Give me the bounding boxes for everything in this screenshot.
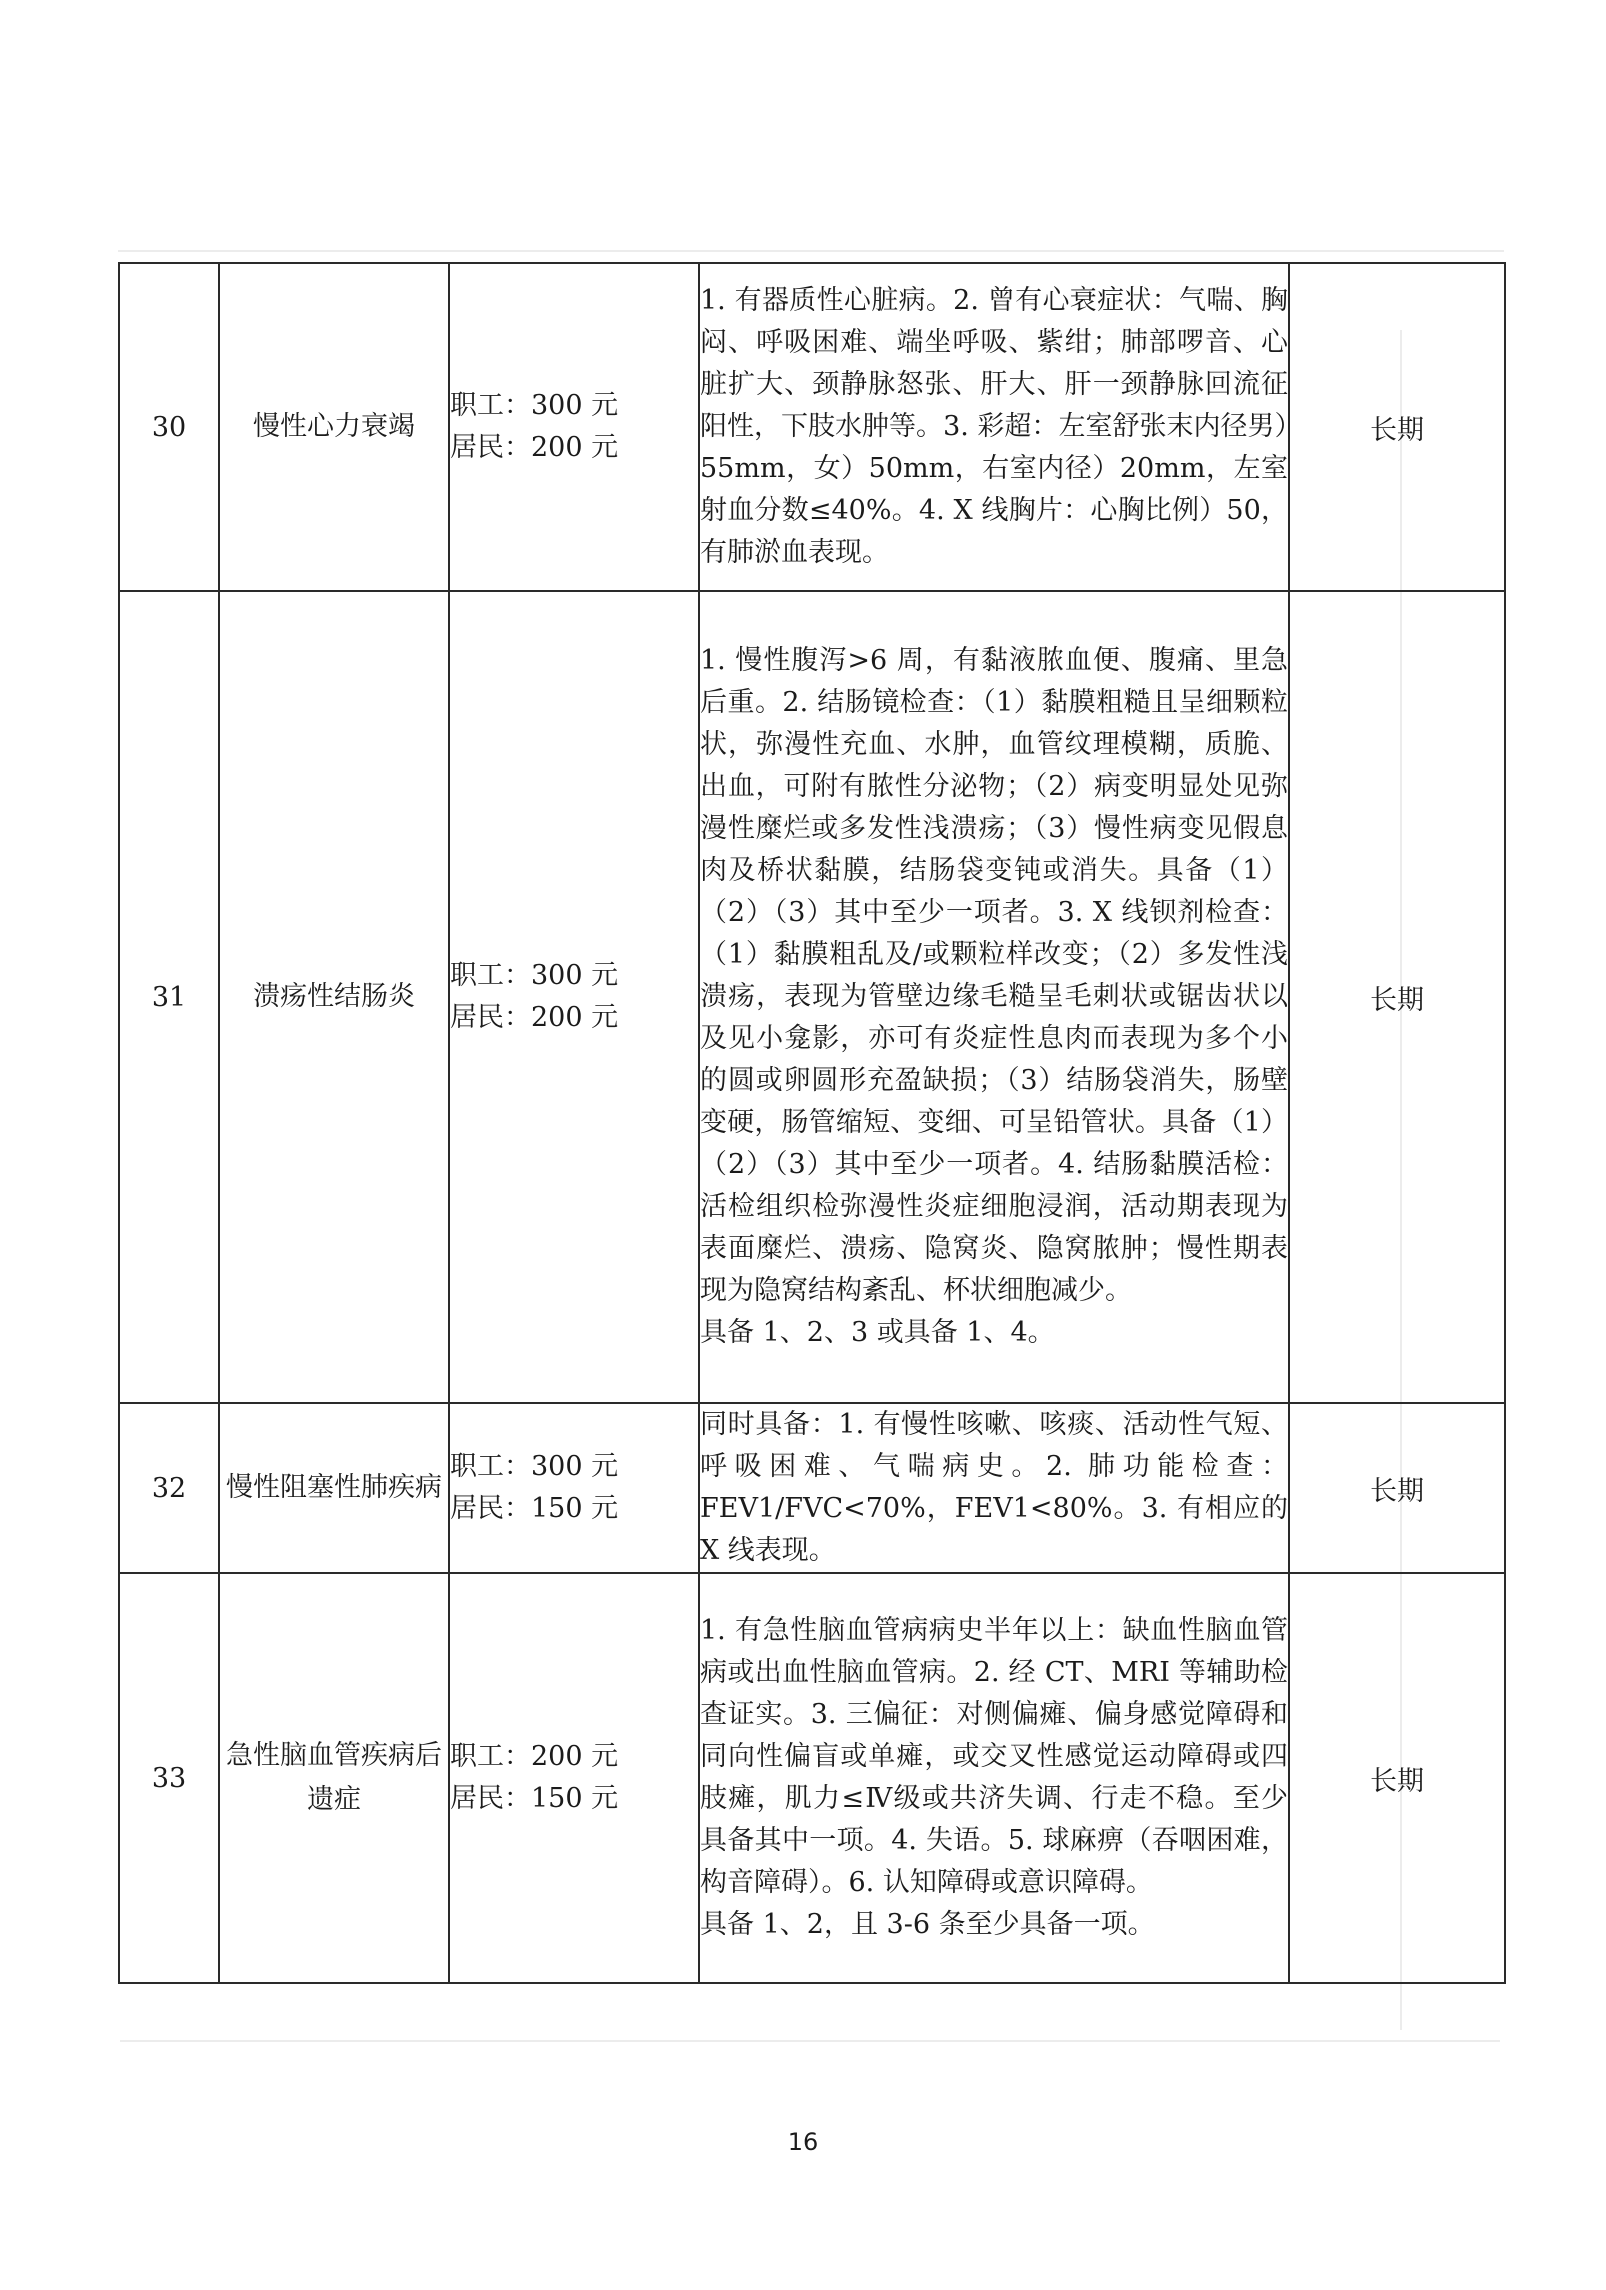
validity-period: 长期 xyxy=(1289,263,1505,591)
validity-period: 长期 xyxy=(1289,1403,1505,1573)
resident-limit: 居民：200 元 xyxy=(450,1002,619,1033)
payment-limit xyxy=(449,591,699,1403)
payment-limit xyxy=(449,1403,699,1573)
disease-name: 慢性阻塞性肺疾病 xyxy=(219,1403,449,1573)
diagnostic-criteria xyxy=(699,263,1289,591)
payment-limit xyxy=(449,263,699,591)
validity-period: 长期 xyxy=(1289,1573,1505,1983)
diagnostic-criteria xyxy=(699,591,1289,1403)
page-number: 16 xyxy=(787,2128,819,2156)
criteria-text: 同时具备：1. 有慢性咳嗽、咳痰、活动性气短、呼吸困难、气喘病史。2. 肺功能检查：FEV1/FVC<70%，FEV1<80%。3. 有相应的 X 线表现。 xyxy=(700,1409,1288,1566)
row-number: 31 xyxy=(119,591,219,1403)
table-row xyxy=(119,591,1505,1403)
criteria-summary: 具备 1、2，且 3-6 条至少具备一项。 xyxy=(700,1909,1155,1940)
disease-name: 慢性心力衰竭 xyxy=(219,263,449,591)
row-number: 33 xyxy=(119,1573,219,1983)
staff-limit: 职工：300 元 xyxy=(450,390,619,421)
row-number: 30 xyxy=(119,263,219,591)
disease-name: 急性脑血管疾病后遗症 xyxy=(219,1573,449,1983)
diagnostic-criteria xyxy=(699,1573,1289,1983)
resident-limit: 居民：150 元 xyxy=(450,1493,619,1524)
row-number: 32 xyxy=(119,1403,219,1573)
criteria-text: 1. 有器质性心脏病。2. 曾有心衰症状：气喘、胸闷、呼吸困难、端坐呼吸、紫绀；肺部啰音、心脏扩大、颈静脉怒张、肝大、肝一颈静脉回流征阳性，下肢水肿等。3. 彩超：左室舒张末内径男）55mm，女）50mm，右室内径）20mm，左室射血分数≤40%。4. X 线胸片：心胸比例）50，有肺淤血表现。 xyxy=(700,285,1288,568)
payment-limit xyxy=(449,1573,699,1983)
table-row xyxy=(119,263,1505,591)
chronic-disease-table xyxy=(118,262,1506,1984)
criteria-summary: 具备 1、2、3 或具备 1、4。 xyxy=(700,1317,1055,1348)
staff-limit: 职工：300 元 xyxy=(450,1451,619,1482)
criteria-text: 1. 慢性腹泻>6 周，有黏液脓血便、腹痛、里急后重。2. 结肠镜检查：（1）黏膜粗糙且呈细颗粒状，弥漫性充血、水肿，血管纹理模糊，质脆、出血，可附有脓性分泌物；（2）病变明显处见弥漫性糜烂或多发性浅溃疡；（3）慢性病变见假息肉及桥状黏膜，结肠袋变钝或消失。具备（1）（2）（3）其中至少一项者。3. X 线钡剂检查：（1）黏膜粗乱及/或颗粒样改变；（2）多发性浅溃疡，表现为管壁边缘毛糙呈毛刺状或锯齿状以及见小龛影，亦可有炎症性息肉而表现为多个小的圆或卵圆形充盈缺损；（3）结肠袋消失，肠壁变硬，肠管缩短、变细、可呈铅管状。具备（1）（2）（3）其中至少一项者。4. 结肠黏膜活检：活检组织检弥漫性炎症细胞浸润，活动期表现为表面糜烂、溃疡、隐窝炎、隐窝脓肿；慢性期表现为隐窝结构紊乱、杯状细胞减少。 xyxy=(700,645,1288,1306)
validity-period: 长期 xyxy=(1289,591,1505,1403)
resident-limit: 居民：150 元 xyxy=(450,1783,619,1814)
resident-limit: 居民：200 元 xyxy=(450,432,619,463)
table-row xyxy=(119,1573,1505,1983)
diagnostic-criteria xyxy=(699,1403,1289,1573)
scan-bleed-line xyxy=(118,250,1504,252)
scan-bleed-line xyxy=(120,2040,1500,2042)
criteria-text: 1. 有急性脑血管病病史半年以上：缺血性脑血管病或出血性脑血管病。2. 经 CT、MRI 等辅助检查证实。3. 三偏征：对侧偏瘫、偏身感觉障碍和同向性偏盲或单瘫，或交叉性感觉运动障碍或四肢瘫，肌力≤Ⅳ级或共济失调、行走不稳。至少具备其中一项。4. 失语。5. 球麻痹（吞咽困难，构音障碍）。6. 认知障碍或意识障碍。 xyxy=(700,1615,1288,1898)
table-row xyxy=(119,1403,1505,1573)
staff-limit: 职工：200 元 xyxy=(450,1741,619,1772)
disease-name: 溃疡性结肠炎 xyxy=(219,591,449,1403)
staff-limit: 职工：300 元 xyxy=(450,960,619,991)
